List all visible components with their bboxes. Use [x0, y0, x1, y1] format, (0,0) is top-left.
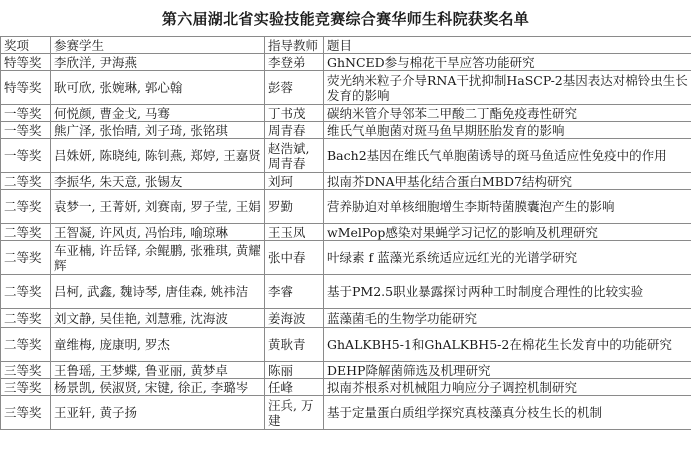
award-cell: 特等奖: [1, 71, 51, 105]
table-header-row: [1, 37, 691, 54]
award-cell: 三等奖: [1, 396, 51, 430]
topic-cell: 拟南芥根系对机械阻力响应分子调控机制研究: [324, 379, 691, 396]
table-row: [1, 309, 691, 328]
topic-cell: 叶绿素 f 蓝藻光系统适应远红光的光谱学研究: [324, 241, 691, 275]
topic-cell: 维氏气单胞菌对斑马鱼早期胚胎发育的影响: [324, 122, 691, 139]
table-row: [1, 241, 691, 275]
students-cell: 王鲁瑶, 王梦蝶, 鲁亚丽, 黄梦卓: [51, 362, 265, 379]
teacher-cell: 姜海波: [265, 309, 324, 328]
students-cell: 李欣洋, 尹海燕: [51, 54, 265, 71]
topic-cell: 基于PM2.5职业暴露探讨两种工时制度合理性的比较实验: [324, 275, 691, 309]
teacher-cell: 李睿: [265, 275, 324, 309]
teacher-cell: 黄耿青: [265, 328, 324, 362]
table-row: [1, 71, 691, 105]
teacher-cell: 彭蓉: [265, 71, 324, 105]
teacher-cell: 刘珂: [265, 173, 324, 190]
students-cell: 王智凝, 许风贞, 冯怡玮, 喻琼琳: [51, 224, 265, 241]
students-cell: 熊广泽, 张怡晴, 刘子琦, 张铭琪: [51, 122, 265, 139]
students-cell: 刘文静, 吴佳艳, 刘慧雅, 沈海波: [51, 309, 265, 328]
students-cell: 吕柯, 武鑫, 魏诗琴, 唐佳森, 姚祎洁: [51, 275, 265, 309]
teacher-cell: 李登弟: [265, 54, 324, 71]
award-cell: 特等奖: [1, 54, 51, 71]
award-cell: 三等奖: [1, 379, 51, 396]
table-row: [1, 122, 691, 139]
table-row: [1, 275, 691, 309]
topic-cell: 营养胁迫对单核细胞增生李斯特菌膜囊泡产生的影响: [324, 190, 691, 224]
topic-cell: 荧光纳米粒子介导RNA干扰抑制HaSCP-2基因表达对棉铃虫生长发育的影响: [324, 71, 691, 105]
topic-cell: GhNCED参与棉花干旱应答功能研究: [324, 54, 691, 71]
table-row: [1, 190, 691, 224]
topic-cell: GhALKBH5-1和GhALKBH5-2在棉花生长发育中的功能研究: [324, 328, 691, 362]
table-row: [1, 379, 691, 396]
teacher-cell: 罗勤: [265, 190, 324, 224]
topic-cell: 蓝藻菌毛的生物学功能研究: [324, 309, 691, 328]
award-cell: 三等奖: [1, 362, 51, 379]
header-students: 参赛学生: [51, 37, 265, 54]
table-row: [1, 54, 691, 71]
teacher-cell: 汪兵, 万建: [265, 396, 324, 430]
award-cell: 二等奖: [1, 173, 51, 190]
table-row: [1, 139, 691, 173]
teacher-cell: 丁书茂: [265, 105, 324, 122]
students-cell: 王亚轩, 黄子扬: [51, 396, 265, 430]
students-cell: 杨景凯, 侯淑贤, 宋键, 徐正, 李璐岑: [51, 379, 265, 396]
students-cell: 耿可欣, 张婉琳, 郭心翰: [51, 71, 265, 105]
topic-cell: 基于定量蛋白质组学探究真枝藻真分枝生长的机制: [324, 396, 691, 430]
page-title: 第六届湖北省实验技能竞赛综合赛华师生科院获奖名单: [161, 10, 530, 28]
teacher-cell: 张中春: [265, 241, 324, 275]
award-table: [0, 36, 691, 430]
teacher-cell: 陈丽: [265, 362, 324, 379]
students-cell: 吕姝妍, 陈晓纯, 陈钊燕, 郑婷, 王嘉贤: [51, 139, 265, 173]
award-cell: 二等奖: [1, 275, 51, 309]
award-cell: 一等奖: [1, 139, 51, 173]
header-topic: 题目: [324, 37, 691, 54]
table-row: [1, 173, 691, 190]
students-cell: 袁梦一, 王菁妍, 刘赛南, 罗子莹, 王娟: [51, 190, 265, 224]
award-cell: 一等奖: [1, 105, 51, 122]
students-cell: 童维梅, 庞康明, 罗杰: [51, 328, 265, 362]
header-teacher: 指导教师: [265, 37, 324, 54]
award-cell: 二等奖: [1, 190, 51, 224]
teacher-cell: 周青春: [265, 122, 324, 139]
teacher-cell: 任峰: [265, 379, 324, 396]
award-cell: 二等奖: [1, 328, 51, 362]
award-cell: 二等奖: [1, 224, 51, 241]
students-cell: 何悦颜, 曹金戈, 马骞: [51, 105, 265, 122]
table-row: [1, 105, 691, 122]
students-cell: 车亚楠, 许岳铎, 余鲲鹏, 张雅琪, 黄耀辉: [51, 241, 265, 275]
table-row: [1, 396, 691, 430]
topic-cell: wMelPop感染对果蝇学习记忆的影响及机理研究: [324, 224, 691, 241]
award-cell: 一等奖: [1, 122, 51, 139]
teacher-cell: 王玉凤: [265, 224, 324, 241]
topic-cell: Bach2基因在维氏气单胞菌诱导的斑马鱼适应性免疫中的作用: [324, 139, 691, 173]
topic-cell: DEHP降解菌筛选及机理研究: [324, 362, 691, 379]
table-row: [1, 328, 691, 362]
award-cell: 二等奖: [1, 241, 51, 275]
header-award: 奖项: [1, 37, 51, 54]
table-row: [1, 362, 691, 379]
topic-cell: 碳纳米管介导邻苯二甲酸二丁酯免疫毒性研究: [324, 105, 691, 122]
students-cell: 李振华, 朱天意, 张锡友: [51, 173, 265, 190]
award-cell: 二等奖: [1, 309, 51, 328]
teacher-cell: 赵浩斌, 周青春: [265, 139, 324, 173]
table-row: [1, 224, 691, 241]
topic-cell: 拟南芥DNA甲基化结合蛋白MBD7结构研究: [324, 173, 691, 190]
